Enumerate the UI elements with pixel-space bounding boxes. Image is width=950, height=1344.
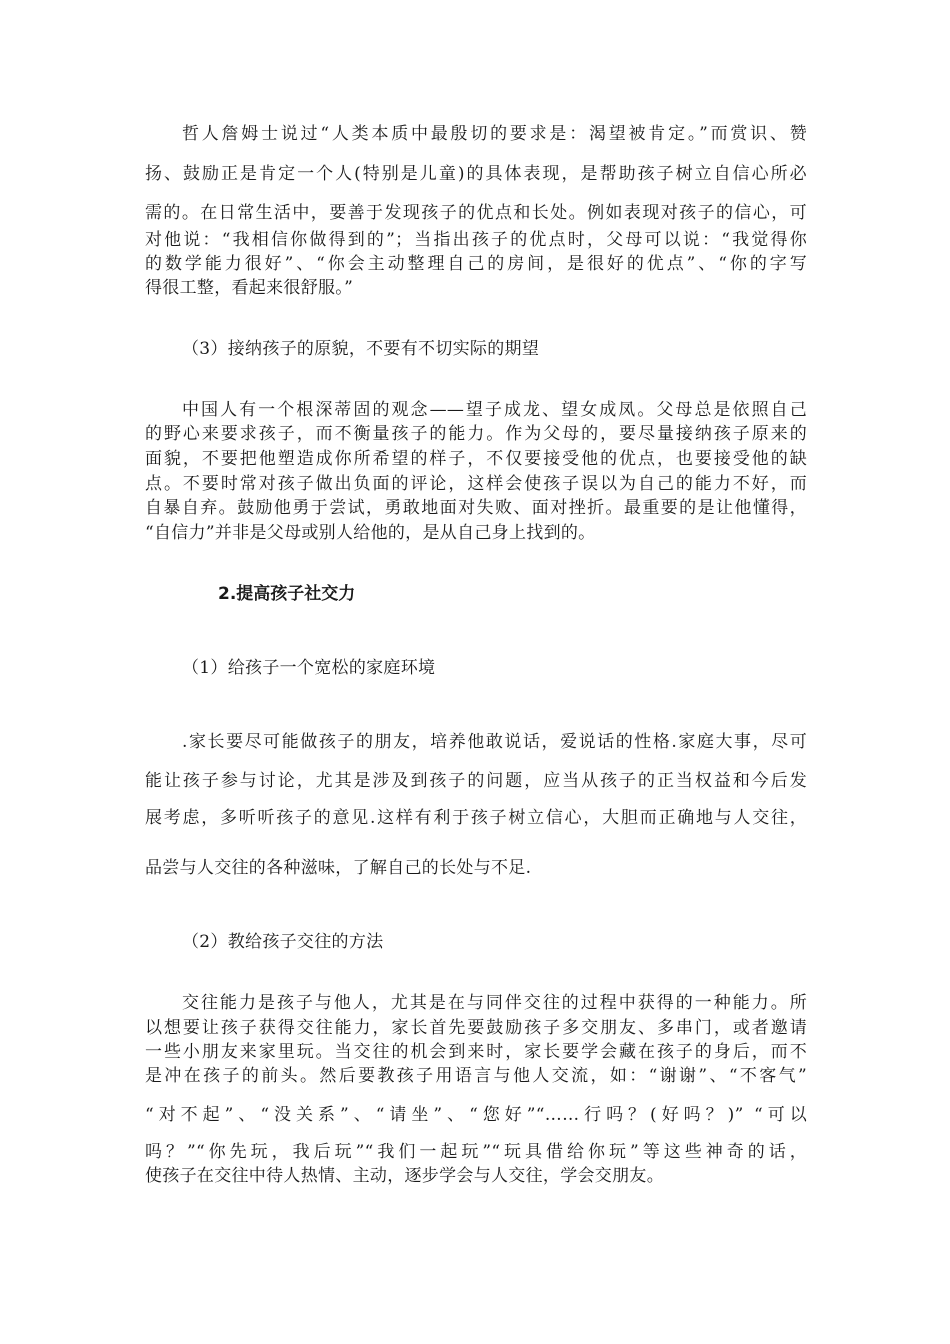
paragraph-line: 交往能力是孩子与他人，尤其是在与同伴交往的过程中获得的一种能力。所 <box>182 993 807 1013</box>
paragraph-line: 能让孩子参与讨论，尤其是涉及到孩子的问题，应当从孩子的正当权益和今后发 <box>145 771 807 791</box>
paragraph-line: 对他说：“我相信你做得到的”；当指出孩子的优点时，父母可以说：“我觉得你 <box>145 230 807 250</box>
paragraph-line: 的野心来要求孩子，而不衡量孩子的能力。作为父母的，要尽量接纳孩子原来的 <box>145 424 807 444</box>
subheading-3: （3）接纳孩子的原貌，不要有不切实际的期望 <box>182 339 540 359</box>
section-heading: 2.提高孩子社交力 <box>218 584 356 604</box>
paragraph-line: 点。不要时常对孩子做出负面的评论，这样会使孩子误以为自己的能力不好，而 <box>145 474 807 494</box>
paragraph-line: 面貌，不要把他塑造成你所希望的样子，不仅要接受他的优点，也要接受他的缺 <box>145 449 807 469</box>
subheading-2: （2）教给孩子交往的方法 <box>182 932 384 952</box>
paragraph-line: .家长要尽可能做孩子的朋友，培养他敢说话，爱说话的性格.家庭大事，尽可 <box>182 732 807 752</box>
subheading-1: （1）给孩子一个宽松的家庭环境 <box>182 658 436 678</box>
paragraph-line: 展考虑，多听听孩子的意见.这样有利于孩子树立信心，大胆而正确地与人交往， <box>145 808 807 828</box>
paragraph-line: 自暴自弃。鼓励他勇于尝试，勇敢地面对失败、面对挫折。最重要的是让他懂得， <box>145 498 807 518</box>
paragraph-line: 是冲在孩子的前头。然后要教孩子用语言与他人交流，如：“谢谢”、“不客气” <box>145 1066 807 1086</box>
paragraph-line: “对不起”、“没关系”、“请坐”、“您好”“……行吗？(好吗？)” “可以 <box>145 1105 807 1125</box>
paragraph-line: 吗？”“你先玩，我后玩”“我们一起玩”“玩具借给你玩”等这些神奇的话， <box>145 1142 807 1162</box>
paragraph-line: 以想要让孩子获得交往能力，家长首先要鼓励孩子多交朋友、多串门，或者邀请 <box>145 1018 807 1038</box>
paragraph-line: 扬、鼓励正是肯定一个人(特别是儿童)的具体表现，是帮助孩子树立自信心所必 <box>145 164 807 184</box>
paragraph-line: 得很工整，看起来很舒服。” <box>145 278 354 298</box>
paragraph-line: 使孩子在交往中待人热情、主动，逐步学会与人交往，学会交朋友。 <box>145 1166 664 1186</box>
paragraph-line: 中国人有一个根深蒂固的观念——望子成龙、望女成凤。父母总是依照自己 <box>182 400 807 420</box>
paragraph-line: 一些小朋友来家里玩。当交往的机会到来时，家长要学会藏在孩子的身后，而不 <box>145 1042 807 1062</box>
paragraph-line: “自信力”并非是父母或别人给他的，是从自己身上找到的。 <box>145 523 596 543</box>
paragraph-line: 品尝与人交往的各种滋味，了解自己的长处与不足. <box>145 858 532 878</box>
paragraph-line: 的数学能力很好”、“你会主动整理自己的房间，是很好的优点”、“你的字写 <box>145 254 807 274</box>
paragraph-line: 需的。在日常生活中，要善于发现孩子的优点和长处。例如表现对孩子的信心，可 <box>145 203 807 223</box>
paragraph-line: 哲人詹姆士说过“人类本质中最殷切的要求是：渴望被肯定。”而赏识、赞 <box>182 124 807 144</box>
